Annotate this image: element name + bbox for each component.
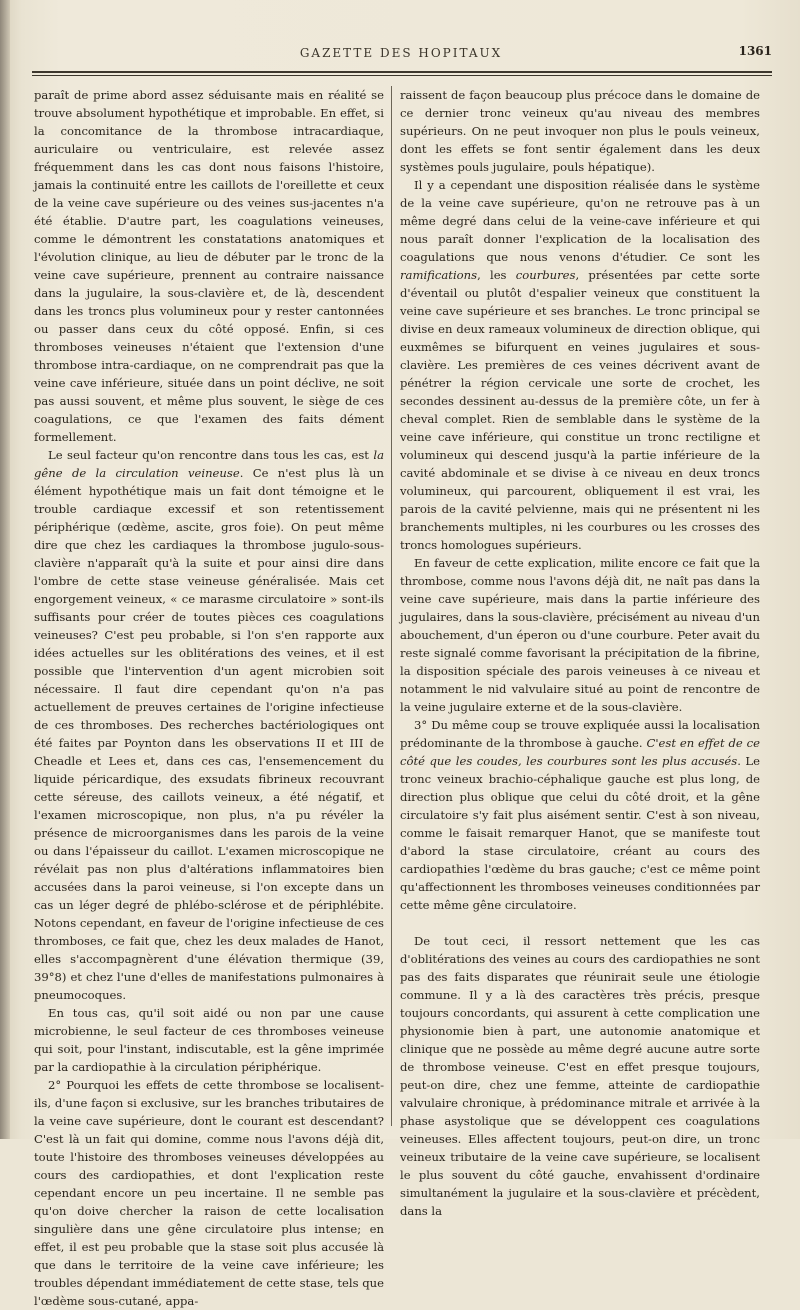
text-run: . Le tronc veineux brachio-céphalique gauche est plus long, de direction plus oblique que celui du côté droit, et la gêne circulatoire s'y fait plus aisément sentir. C'est à son niveau, comme le faisait remarquer Hanot, que se manifeste tout d'abord la stase circulatoire, créant au cours des cardiopathies l'œdème du bras gauche; c'est ce même point qu'affectionnent les thromboses veineuses conditionnées par cette même gêne circulatoire. xyxy=(400,754,760,912)
paragraph: paraît de prime abord assez séduisante mais en réalité se trouve absolument hypothétique et improbable. En effet, si la concomitance de la thrombose intracardiaque, auriculaire ou ventriculaire, est relevée assez fréquemment dans les cas dont nous faisons l'histoire, jamais la continuité entre les caillots de l'oreillette et ceux de la veine cave supérieure ou des veines sus-jacentes n'a été établie. D'autre part, les coagulations veineuses, comme le démontrent les constatations anatomiques et l'évolution clinique, au lieu de débuter par le tronc de la veine cave supérieure, prennent au contraire naissance dans la jugulaire, la sous-clavière et, de là, descendent dans les troncs plus volumineux pour y rester cantonnées ou passer dans ceux du côté opposé. Enfin, si ces thromboses veineuses n'étaient que l'extension d'une thrombose intra-cardiaque, on ne comprendrait pas que la veine cave inférieure, située dans un point déclive, ne soit pas aussi souvent, et même plus souvent, le siège de ces coagulations, ce que l'examen des faits dément formellement. xyxy=(34,88,384,444)
page-number: 1361 xyxy=(738,44,772,58)
text-run: , les xyxy=(477,268,516,282)
page-header xyxy=(30,44,772,66)
text-run: , présentées par cette sorte d'éventail ou plutôt d'espalier veineux que constituent la veine cave supérieure et ses branches. Le tronc principal se divise en deux rameaux volumineux de direction oblique, qui euxmêmes se bifurquent en veines jugulaires et sous-clavière. Les premières de ces veines décrivent avant de pénétrer la région cervicale une sorte de crochet, les secondes dessinent au-dessus de la première côte, un fer à cheval complet. Rien de semblable dans le système de la veine cave inférieure, qui constitue un tronc rectiligne et volumineux qui descend jusqu'à la partie inférieure de la cavité abdominale et se divise à ce niveau en deux troncs volumineux, qui parcourent, obliquement il est vrai, les parois de la cavité pelvienne, mais qui ne présentent ni les branchements multiples, ni les courbures ou les crosses des troncs homologues supérieurs. xyxy=(400,268,761,552)
header-rule-thick xyxy=(32,71,772,73)
header-rule-thin xyxy=(32,75,772,76)
right-column xyxy=(400,86,761,1218)
page-binding-edge xyxy=(0,0,10,1139)
paragraph: raissent de façon beaucoup plus précoce dans le domaine de ce dernier tronc veineux qu'au niveau des membres supérieurs. On ne peut invoquer non plus le pouls veineux, dont les effets se font sentir également dans les deux systèmes pouls jugulaire, pouls hépatique). xyxy=(400,88,760,174)
italic-phrase: la gêne de la circulation veineuse xyxy=(34,448,384,480)
paragraph: 2° Pourquoi les effets de cette thrombose se localisent-ils, d'une façon si exclusive, sur les branches tributaires de la veine cave supérieure, dont le courant est descendant? C'est là un fait qui domine, comme nous l'avons déjà dit, toute l'histoire des thromboses veineuses développées au cours des cardiopathies, et dont l'explication reste cependant encore un peu incertaine. Il ne semble pas qu'on doive chercher la raison de cette localisation singulière dans une gêne circulatoire plus intense; en effet, il est peu probable que la stase soit plus accusée là que dans le territoire de la veine cave inférieure; les troubles dépendant immédiatement de cette stase, tels que l'œdème sous-cutané, appa- xyxy=(34,1078,384,1308)
left-column xyxy=(34,86,384,1308)
italic-word: ramifications xyxy=(400,268,478,282)
running-title: GAZETTE DES HOPITAUX xyxy=(299,46,503,60)
paragraph: En faveur de cette explication, milite encore ce fait que la thrombose, comme nous l'avons déjà dit, ne naît pas dans la veine cave supérieure, mais dans la partie inférieure des jugulaires, dans la sous-clavière, précisément au niveau d'un abouchement, d'un éperon ou d'une courbure. Peter avait du reste signalé comme favorisant la précipitation de la fibrine, la disposition spéciale des parois veineuses à ce niveau et notamment le nid valvulaire situé au point de rencontre de la veine jugulaire externe et de la sous-clavière. xyxy=(400,556,760,714)
text-run: . Ce n'est plus là un élément hypothétique mais un fait dont témoigne et le trouble cardiaque excessif et son retentissement périphérique (œdème, ascite, gros foie). On peut même dire que chez les cardiaques la thrombose jugulo-sous-clavière n'apparaît qu'à la suite et pour ainsi dire dans l'ombre de cette stase veineuse généralisée. Mais cet engorgement veineux, « ce marasme circulatoire » sont-ils suffisants pour créer de toutes pièces ces coagulations veineuses? C'est peu probable, si l'on s'en rapporte aux idées actuelles sur les oblitérations des veines, et il est possible que l'intervention d'un agent microbien soit nécessaire. Il faut dire cependant qu'on n'a pas actuellement de preuves certaines de l'origine infectieuse de ces thromboses. Des recherches bactériologiques ont été faites par Poynton dans les observations II et III de Cheadle et Lees et, dans ces cas, l'ensemencement du liquide péricardique, des exsudats fibrineux recouvrant cette séreuse, des caillots veineux, a été négatif, et l'examen microscopique, non plus, n'a pu révéler la présence de microorganismes dans les parois de la veine ou dans l'épaisseur du caillot. L'examen microscopique ne révélait pas non plus d'altérations inflammatoires bien accusées dans la paroi veineuse, si l'on excepte dans un cas un léger degré de phlébo-sclérose et de périphlébite. Notons cependant, en faveur de l'origine infectieuse de ces thromboses, ce fait que, chez les deux malades de Hanot, elles s'accompagnèrent d'une élévation thermique (39, 39°8) et chez l'une d'elles de manifestations pulmonaires à pneumocoques. xyxy=(34,466,384,1002)
paragraph xyxy=(34,446,384,1004)
paragraph: En tous cas, qu'il soit aidé ou non par une cause microbienne, le seul facteur de ces thromboses veineuse qui soit, pour l'instant, indiscutable, est la gêne imprimée par la cardiopathie à la circulation périphérique. xyxy=(34,1006,384,1074)
text-run: 3° Du même coup se trouve expliquée aussi la localisation prédominante de la thrombose à gauche. xyxy=(400,718,760,750)
italic-phrase: C'est en effet de ce côté que les coudes, les courbures sont les plus accusés xyxy=(400,736,760,768)
paragraph xyxy=(400,176,760,554)
text-run: Le seul facteur qu'on rencontre dans tous les cas, est xyxy=(48,448,374,462)
paragraph: De tout ceci, il ressort nettement que les cas d'oblitérations des veines au cours des cardiopathies ne sont pas des faits disparates que réunirait seule une étiologie commune. Il y a là des caractères très précis, presque toujours concordants, qui assurent à cette complication une physionomie bien à part, une autonomie anatomique et clinique que ne possède au même degré aucune autre sorte de thrombose veineuse. C'est en effet presque toujours, peut-on dire, chez une femme, atteinte de cardiopathie valvulaire chronique, à prédominance mitrale et arrivée à la phase asystolique que se développent ces coagulations veineuses. Elles affectent toujours, peut-on dire, un tronc veineux tributaire de la veine cave supérieure, se localisent le plus souvent du côté gauche, envahissent d'ordinaire simultanément la jugulaire et la sous-clavière et précèdent, dans la xyxy=(400,934,760,1218)
column-divider xyxy=(391,86,392,1126)
text-run: Il y a cependant une disposition réalisée dans le système de la veine cave supérieure, qu'on ne retrouve pas à un même degré dans celui de la veine-cave inférieure et qui nous paraît donner l'explication de la localisation des coagulations que nous venons d'étudier. Ce sont les xyxy=(400,178,760,264)
italic-word: courbures xyxy=(515,268,576,282)
paragraph xyxy=(400,716,760,914)
